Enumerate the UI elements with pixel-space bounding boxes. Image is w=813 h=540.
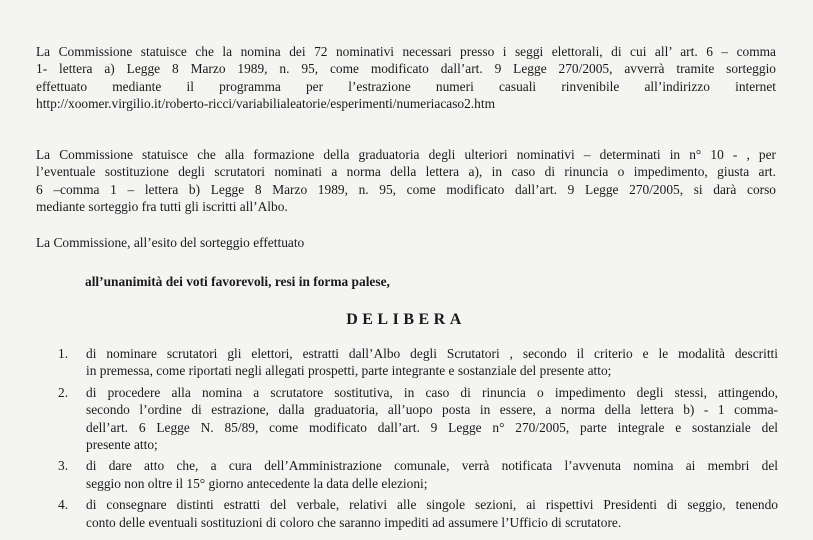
delibera-list — [36, 345, 778, 535]
text-line: La Commissione statuisce che alla formazione della graduatoria degli ulteriori nominativi – determinati in n° 10 - , per — [36, 147, 776, 162]
text-line: di procedere alla nomina a scrutatore sostitutiva, in caso di rinuncia o impedimento degli stessi, attingendo, — [86, 384, 778, 400]
document-page — [36, 0, 778, 540]
text-line: l’eventuale sostituzione degli scrutatori nominati a norma della lettera a), in caso di rinuncia o impedimento, giusta art. — [36, 164, 776, 180]
list-item-number: 2. — [58, 384, 69, 400]
text-line: secondo l’ordine di estrazione, dalla graduatoria, all’uopo posta in essere, a norma della lettera b) - 1 comma- — [86, 402, 778, 418]
list-item-number: 3. — [58, 458, 69, 474]
list-item-number: 1. — [58, 346, 69, 361]
text-line: di dare atto che, a cura dell’Amministrazione comunale, verrà notificata l’avvenuta nomina ai membri del — [86, 458, 778, 474]
text-line: 1- lettera a) Legge 8 Marzo 1989, n. 95, come modificato dall’art. 9 Legge 270/2005, avverrà tramite sorteggio — [36, 61, 776, 77]
text-line: presente atto; — [86, 437, 158, 453]
text-line: seggio non oltre il 15° giorno antecedente la data delle elezioni; — [86, 475, 428, 491]
text-line: in premessa, come riportati negli allegati prospetti, parte integrante e sostanziale del presente atto; — [86, 363, 612, 379]
list-item — [36, 384, 778, 454]
list-item — [36, 457, 778, 492]
paragraph-graduatoria — [36, 146, 776, 216]
list-item — [36, 345, 778, 380]
paragraph-esito-sorteggio: La Commissione, all’esito del sorteggio effettuato — [36, 235, 305, 250]
text-line: di consegnare distinti estratti del verbale, relativi alle singole sezioni, ai rispettivi Presidenti di seggio, tenendo — [86, 497, 778, 513]
list-item — [36, 496, 778, 531]
list-item-number: 4. — [58, 497, 69, 513]
text-line: effettuato mediante il programma per l’estrazione numeri casuali rinvenibile all’indirizzo internet — [36, 78, 776, 94]
text-line: mediante sorteggio fra tutti gli iscritti all’Albo. — [36, 199, 288, 215]
text-line: dell’art. 6 Legge N. 85/89, come modificato dall’art. 9 Legge n° 270/2005, parte integrale e sostanziale del — [86, 419, 778, 435]
text-line: La Commissione statuisce che la nomina dei 72 nominativi necessari presso i seggi elettorali, di cui all’ art. 6 – comma — [36, 44, 776, 59]
paragraph-sorteggio-nomina — [36, 43, 776, 113]
delibera-heading: DELIBERA — [346, 311, 466, 328]
text-line: 6 –comma 1 – lettera b) Legge 8 Marzo 1989, n. 95, come modificato dall’art. 9 Legge 270/2005, si darà corso — [36, 181, 776, 197]
text-line: http://xoomer.virgilio.it/roberto-ricci/variabilialeatorie/esperimenti/numeriacaso2.htm — [36, 96, 495, 112]
text-line: di nominare scrutatori gli elettori, estratti dall’Albo degli Scrutatori , secondo il criterio e le modalità descritti — [86, 346, 778, 361]
paragraph-unanimita: all’unanimità dei voti favorevoli, resi in forma palese, — [85, 274, 390, 289]
text-line: conto delle eventuali sostituzioni di coloro che saranno impediti ad assumere l’Ufficio di scrutatore. — [86, 514, 622, 530]
